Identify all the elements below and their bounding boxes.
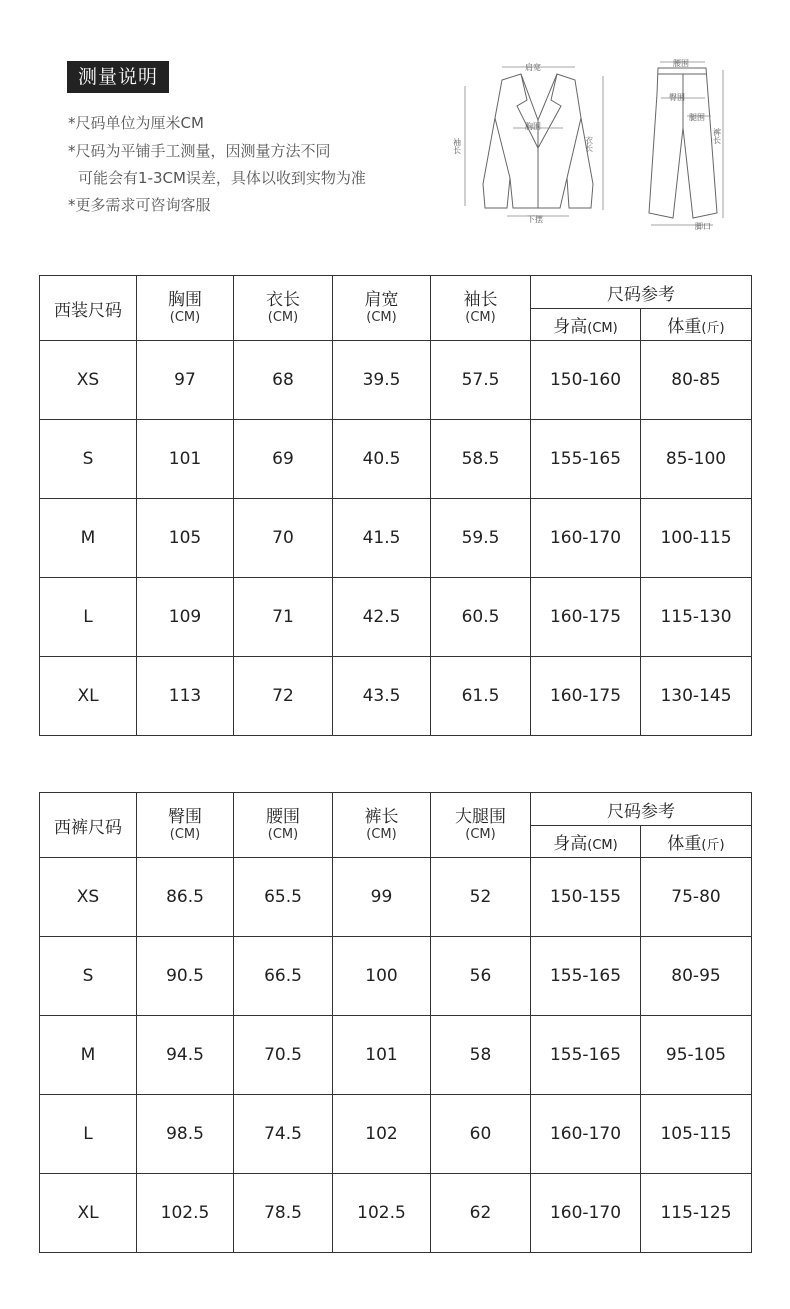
label-hem: 下摆 <box>527 215 543 224</box>
table-row <box>40 657 752 736</box>
table-cell: 66.5 <box>234 937 333 1016</box>
suit-size-table <box>39 275 752 736</box>
header-col-unit: (CM) <box>465 310 496 325</box>
table-row <box>40 341 752 420</box>
table-row <box>40 578 752 657</box>
table-cell: 39.5 <box>333 341 431 420</box>
table-cell: 60.5 <box>431 578 531 657</box>
header-height <box>531 309 641 341</box>
table-cell: 150-155 <box>531 858 641 937</box>
label-sleeve: 袖长 <box>452 138 462 154</box>
table-cell: 115-130 <box>641 578 752 657</box>
table-cell: 130-145 <box>641 657 752 736</box>
table-row <box>40 1174 752 1253</box>
table-cell: 94.5 <box>137 1016 234 1095</box>
header-col-name: 腰围 <box>266 807 300 827</box>
table-cell: 60 <box>431 1095 531 1174</box>
header-col <box>333 276 431 341</box>
table-cell: 90.5 <box>137 937 234 1016</box>
table-cell: 155-165 <box>531 937 641 1016</box>
header-height-unit: (CM) <box>587 321 618 336</box>
table-cell: 70.5 <box>234 1016 333 1095</box>
table-cell: 100-115 <box>641 499 752 578</box>
table-cell: 160-175 <box>531 657 641 736</box>
size-label-cell: XS <box>40 858 137 937</box>
table-cell: 58 <box>431 1016 531 1095</box>
table-row <box>40 420 752 499</box>
header-size-reference: 尺码参考 <box>531 276 752 309</box>
table-cell: 98.5 <box>137 1095 234 1174</box>
header-height <box>531 826 641 858</box>
table-cell: 69 <box>234 420 333 499</box>
table-cell: 150-160 <box>531 341 641 420</box>
header-size-reference: 尺码参考 <box>531 793 752 826</box>
table-row <box>40 858 752 937</box>
header-size: 西裤尺码 <box>40 793 137 858</box>
table-cell: 100 <box>333 937 431 1016</box>
header-col <box>431 276 531 341</box>
header-col-name: 胸围 <box>168 290 202 310</box>
table-cell: 58.5 <box>431 420 531 499</box>
header-weight-name: 体重 <box>667 834 702 854</box>
note-service: *更多需求可咨询客服 <box>68 196 211 214</box>
size-label-cell: XL <box>40 657 137 736</box>
header-col-name: 衣长 <box>266 290 300 310</box>
table-cell: 113 <box>137 657 234 736</box>
header-height-name: 身高 <box>553 317 588 337</box>
table-row <box>40 499 752 578</box>
size-label-cell: M <box>40 1016 137 1095</box>
table-cell: 105-115 <box>641 1095 752 1174</box>
header-col <box>431 793 531 858</box>
label-jacket-length: 衣长 <box>584 136 594 152</box>
header-col-name: 袖长 <box>463 290 498 310</box>
header-col-name: 肩宽 <box>364 290 399 310</box>
table-cell: 56 <box>431 937 531 1016</box>
measure-title: 测量说明 <box>67 61 169 93</box>
header-weight-unit: (斤) <box>701 321 725 336</box>
header-col-name: 臀围 <box>168 807 202 827</box>
header-col <box>333 793 431 858</box>
label-chest: 胸围 <box>525 122 541 131</box>
header-col-unit: (CM) <box>465 827 496 842</box>
table-cell: 85-100 <box>641 420 752 499</box>
size-label-cell: S <box>40 420 137 499</box>
table-header-row <box>40 793 752 826</box>
note-method: *尺码为平铺手工测量，因测量方法不同 <box>68 142 331 160</box>
table-cell: 101 <box>333 1016 431 1095</box>
header-col <box>137 276 234 341</box>
pants-size-table <box>39 792 752 1253</box>
table-cell: 155-165 <box>531 420 641 499</box>
table-header-row <box>40 276 752 309</box>
table-row <box>40 1095 752 1174</box>
size-label-cell: S <box>40 937 137 1016</box>
table-cell: 102.5 <box>333 1174 431 1253</box>
table-cell: 115-125 <box>641 1174 752 1253</box>
table-cell: 105 <box>137 499 234 578</box>
table-cell: 40.5 <box>333 420 431 499</box>
table-cell: 160-170 <box>531 1174 641 1253</box>
table-cell: 41.5 <box>333 499 431 578</box>
header-height-unit: (CM) <box>587 838 618 853</box>
header-col-unit: (CM) <box>366 310 397 325</box>
table-cell: 62 <box>431 1174 531 1253</box>
size-label-cell: L <box>40 578 137 657</box>
table-cell: 102.5 <box>137 1174 234 1253</box>
header-col-name: 裤长 <box>364 807 399 827</box>
size-label-cell: L <box>40 1095 137 1174</box>
table-cell: 160-170 <box>531 1095 641 1174</box>
table-cell: 160-170 <box>531 499 641 578</box>
pants-illustration <box>649 68 717 218</box>
header-size: 西装尺码 <box>40 276 137 341</box>
table-cell: 99 <box>333 858 431 937</box>
table-row <box>40 937 752 1016</box>
table-cell: 43.5 <box>333 657 431 736</box>
note-unit: *尺码单位为厘米CM <box>68 114 204 132</box>
table-cell: 52 <box>431 858 531 937</box>
measurement-diagram <box>452 58 735 238</box>
table-cell: 65.5 <box>234 858 333 937</box>
header-col-unit: (CM) <box>366 827 397 842</box>
table-cell: 75-80 <box>641 858 752 937</box>
table-cell: 80-85 <box>641 341 752 420</box>
header-col-unit: (CM) <box>267 310 299 325</box>
header-col-unit: (CM) <box>267 827 299 842</box>
table-row <box>40 1016 752 1095</box>
table-cell: 74.5 <box>234 1095 333 1174</box>
label-hip: 臀围 <box>669 93 685 102</box>
header-col-name: 大腿围 <box>455 807 506 827</box>
header-weight <box>641 826 752 858</box>
table-cell: 160-175 <box>531 578 641 657</box>
table-cell: 42.5 <box>333 578 431 657</box>
table-cell: 95-105 <box>641 1016 752 1095</box>
header-col <box>234 276 333 341</box>
table-cell: 68 <box>234 341 333 420</box>
jacket-illustration <box>483 74 593 208</box>
table-cell: 86.5 <box>137 858 234 937</box>
table-cell: 57.5 <box>431 341 531 420</box>
header-col <box>234 793 333 858</box>
table-cell: 72 <box>234 657 333 736</box>
header-height-name: 身高 <box>553 834 588 854</box>
label-leg-opening: 脚口 <box>695 222 711 231</box>
size-label-cell: XS <box>40 341 137 420</box>
size-label-cell: M <box>40 499 137 578</box>
header-weight <box>641 309 752 341</box>
table-cell: 71 <box>234 578 333 657</box>
table-cell: 97 <box>137 341 234 420</box>
header-weight-name: 体重 <box>667 317 702 337</box>
table-cell: 80-95 <box>641 937 752 1016</box>
table-cell: 155-165 <box>531 1016 641 1095</box>
label-thigh: 腿围 <box>689 113 705 122</box>
size-label-cell: XL <box>40 1174 137 1253</box>
label-shoulder: 肩宽 <box>525 63 541 72</box>
table-cell: 102 <box>333 1095 431 1174</box>
table-cell: 70 <box>234 499 333 578</box>
table-cell: 61.5 <box>431 657 531 736</box>
table-cell: 109 <box>137 578 234 657</box>
label-pants-length: 裤长 <box>712 128 722 144</box>
header-col-unit: (CM) <box>169 827 201 842</box>
table-cell: 59.5 <box>431 499 531 578</box>
header-col-unit: (CM) <box>169 310 201 325</box>
header-col <box>137 793 234 858</box>
note-error: 可能会有1-3CM误差，具体以收到实物为准 <box>78 169 366 187</box>
label-waist: 腰围 <box>673 59 689 68</box>
table-cell: 101 <box>137 420 234 499</box>
table-cell: 78.5 <box>234 1174 333 1253</box>
header-weight-unit: (斤) <box>701 838 725 853</box>
